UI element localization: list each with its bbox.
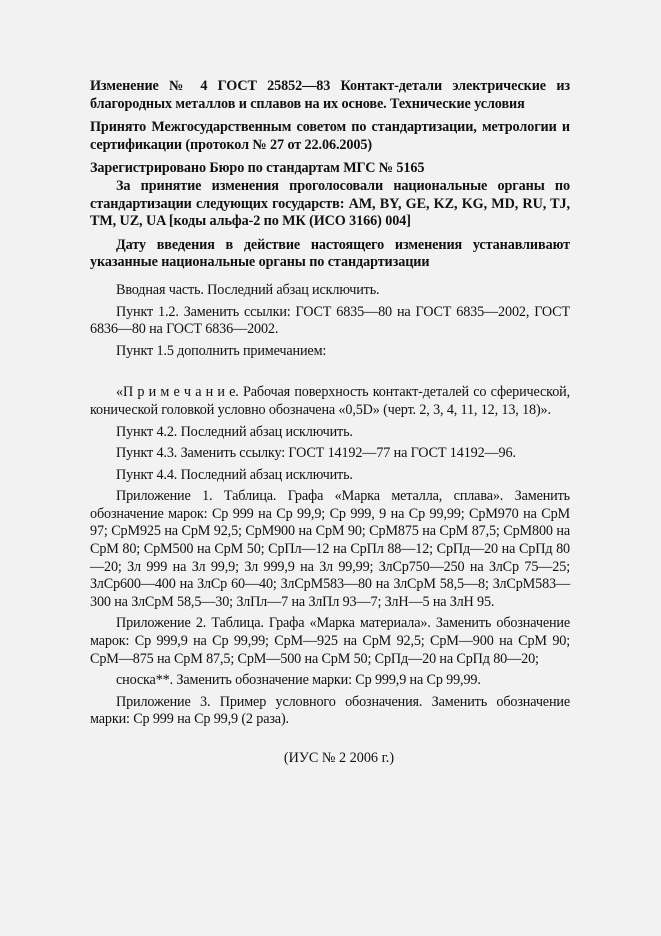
document-page [90,78,570,767]
paragraph-appendix-1: Приложение 1. Таблица. Графа «Марка металла, сплава». Заменить обозначение марок: Ср 999 на Ср 99,9; Ср 999, 9 на Ср 99,99; СрМ970 на СрМ 97; СрМ925 на СрМ 92,5; СрМ900 на СрМ 90; СрМ875 на СрМ 87,5; СрМ800 на СрМ 80; СрМ500 на СрМ 50; СрПл—12 на СрПл 88—12; СрПд—20 на СрПд 80—20; Зл 999 на Зл 99,9; Зл 999,9 на Зл 99,99; ЗлСр750—250 на ЗлСр 75—25; ЗлСр600—400 на ЗлСр 60—40; ЗлСрМ583—80 на ЗлСрМ 58,5—8; ЗлСрМ583—300 на ЗлСрМ 58,5—30; ЗлПл—7 на ЗлПл 93—7; ЗлН—5 на ЗлН 95. [90,488,570,610]
paragraph-1-5: Пункт 1.5 дополнить примечанием: [116,342,327,359]
adoption-statement: Принято Межгосударственным советом по стандартизации, метрологии и сертификации (протокол № 27 от 22.06.2005) [90,119,570,153]
paragraph-4-3: Пункт 4.3. Заменить ссылку: ГОСТ 14192—77 на ГОСТ 14192—96. [116,445,516,462]
document-title: Изменение № 4 ГОСТ 25852—83 Контакт-детали электрические из благородных металлов и сплавов на их основе. Технические условия [90,78,570,112]
paragraph-footnote: сноска**. Заменить обозначение марки: Ср 999,9 на Ср 99,99. [116,672,481,689]
source-reference: (ИУС № 2 2006 г.) [283,750,395,766]
paragraph-4-4: Пункт 4.4. Последний абзац исключить. [116,466,353,483]
note-paragraph: «П р и м е ч а н и е. Рабочая поверхность контакт-деталей со сферической, конической головкой условно обозначена «0,5D» (черт. 2, 3, 4, 11, 12, 13, 18)». [90,384,570,418]
paragraph-appendix-3: Приложение 3. Пример условного обозначения. Заменить обозначение марки: Ср 999 на Ср 99,9 (2 раза). [90,693,570,728]
paragraph-4-2: Пункт 4.2. Последний абзац исключить. [116,423,353,440]
effective-date-statement: Дату введения в действие настоящего изменения устанавливают указанные национальные органы по стандартизации [90,236,570,271]
paragraph-intro: Вводная часть. Последний абзац исключить. [116,281,380,298]
paragraph-appendix-2: Приложение 2. Таблица. Графа «Марка материала». Заменить обозначение марок: Ср 999,9 на Ср 99,99; СрМ—925 на СрМ 92,5; СрМ—900 на СрМ 90; СрМ—875 на СрМ 87,5; СрМ—500 на СрМ 50; СрПд—20 на СрПд 80—20; [90,615,570,667]
voting-statement: За принятие изменения проголосовали национальные органы по стандартизации следующих государств: AM, BY, GE, KZ, KG, MD, RU, TJ, TM, UZ, UA [коды альфа-2 по МК (ИСО 3166) 004] [90,177,570,230]
paragraph-1-2: Пункт 1.2. Заменить ссылки: ГОСТ 6835—80 на ГОСТ 6835—2002, ГОСТ 6836—80 на ГОСТ 6836—2002. [90,303,570,338]
registration-statement: Зарегистрировано Бюро по стандартам МГС № 5165 [90,160,425,177]
